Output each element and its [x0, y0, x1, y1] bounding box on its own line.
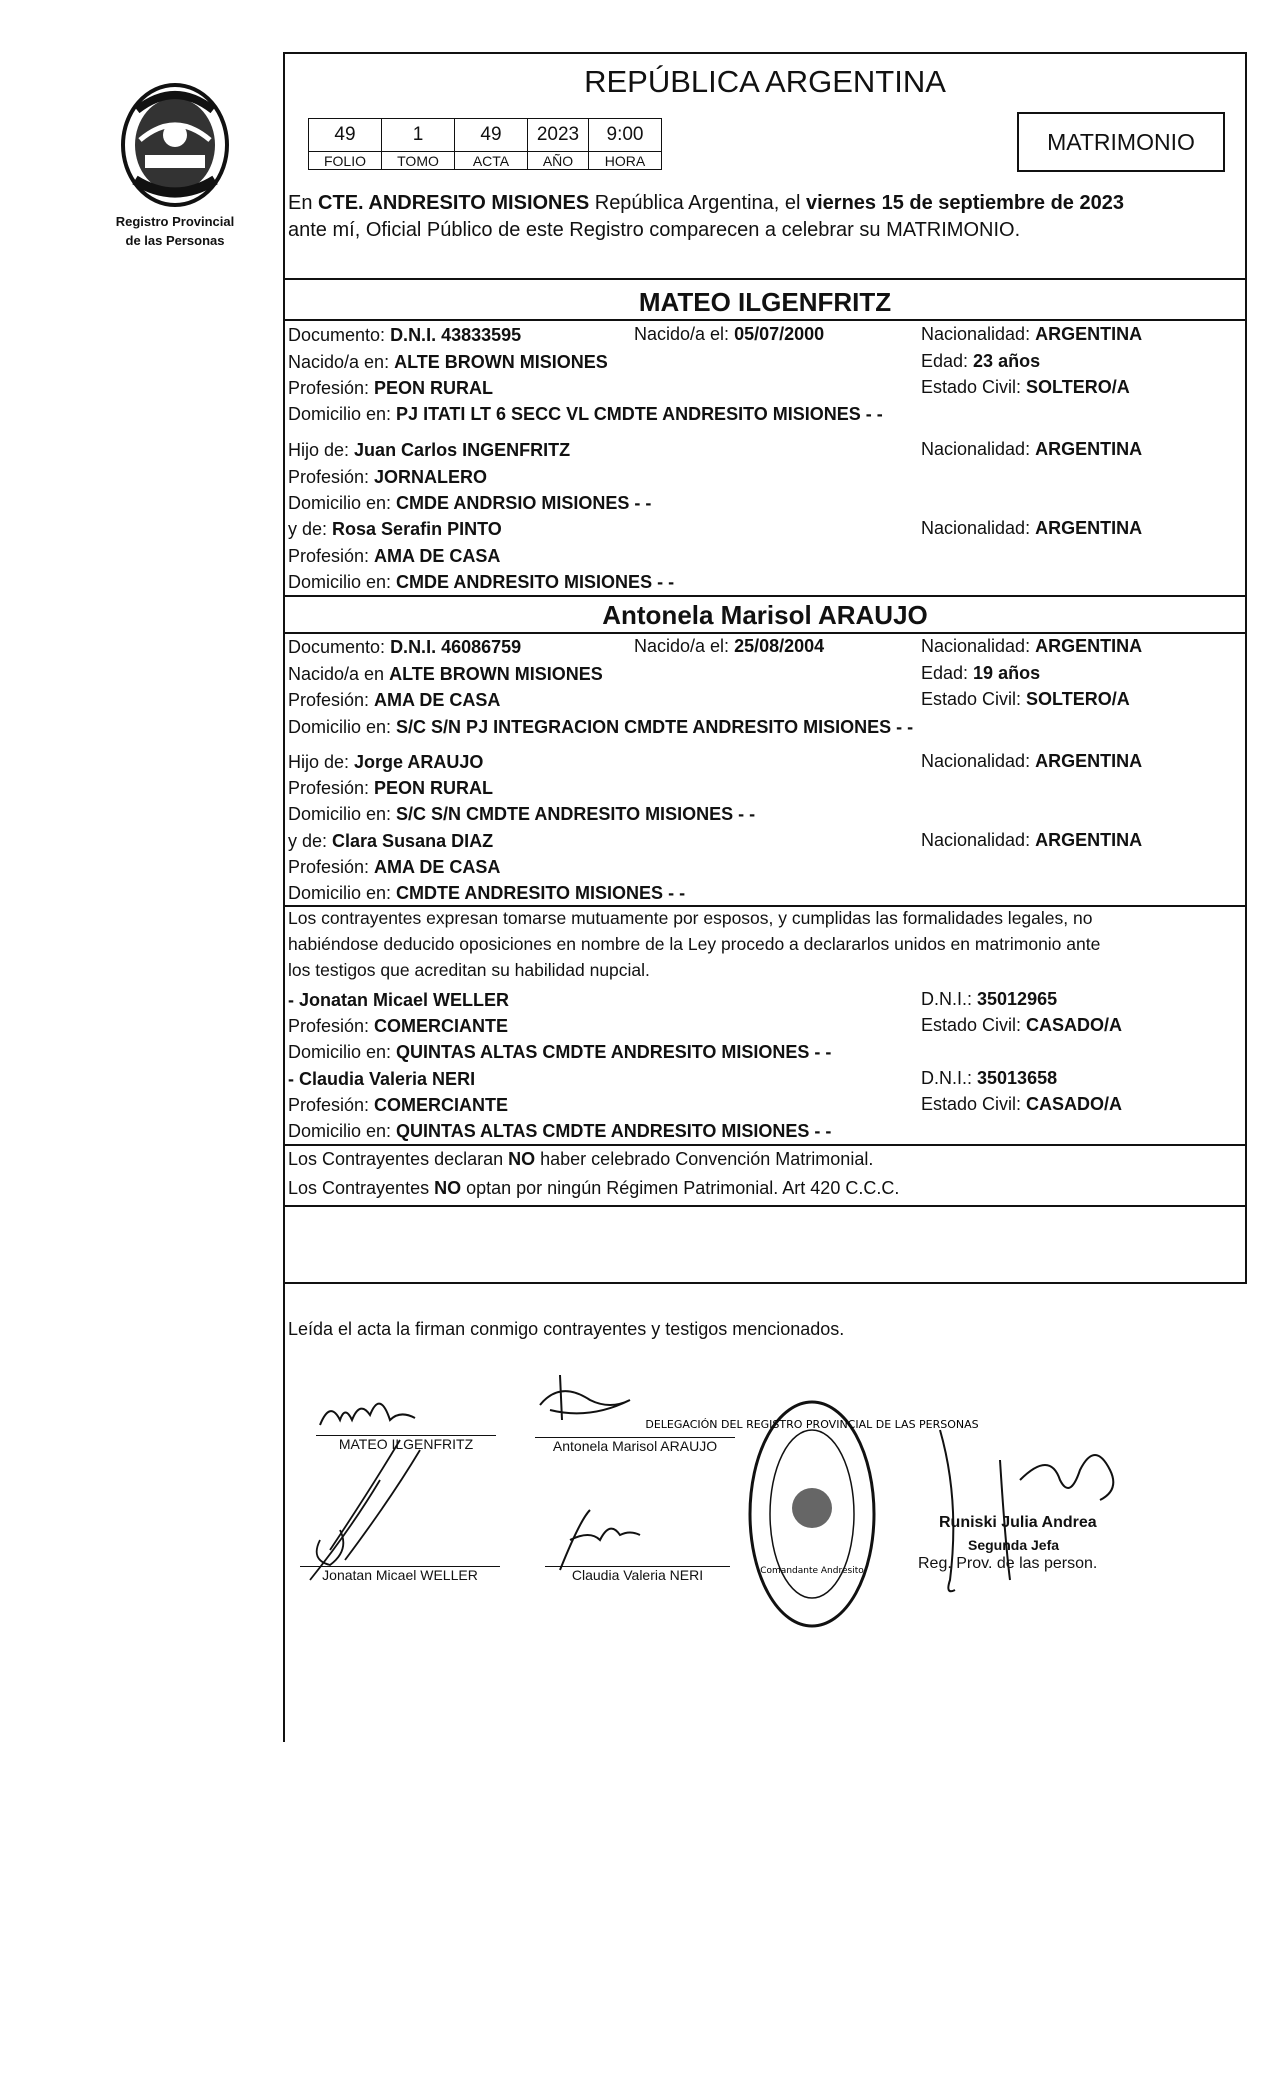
- witness2-name: - Claudia Valeria NERI: [288, 1069, 476, 1089]
- divider: [283, 595, 1247, 597]
- frame-right-border: [1245, 52, 1247, 1282]
- witness1-dni: D.N.I.: 35012965: [921, 989, 1058, 1009]
- province-seal-icon: [115, 80, 235, 210]
- bride-father-nat: Nacionalidad: ARGENTINA: [921, 751, 1143, 771]
- groom-father-addr: Domicilio en: CMDE ANDRSIO MISIONES - -: [288, 493, 652, 513]
- bride-father: Hijo de: Jorge ARAUJO: [288, 752, 484, 772]
- groom-father-nat: Nacionalidad: ARGENTINA: [921, 439, 1143, 459]
- intro-part: En: [288, 192, 319, 214]
- divider: [283, 1144, 1247, 1146]
- registry-table: [308, 118, 662, 170]
- witness2-prof: Profesión: COMERCIANTE: [288, 1095, 509, 1115]
- bride-mother-nat: Nacionalidad: ARGENTINA: [921, 830, 1143, 850]
- groom-mother: y de: Rosa Serafin PINTO: [288, 519, 502, 539]
- witness1-sign-label: Jonatan Micael WELLER: [300, 1566, 500, 1583]
- divider: [283, 319, 1247, 321]
- bride-mother-prof: Profesión: AMA DE CASA: [288, 857, 501, 877]
- intro-line2: ante mí, Oficial Público de este Registro comparecen a celebrar su MATRIMONIO.: [288, 219, 1021, 241]
- groom-name: MATEO ILGENFRITZ: [638, 287, 892, 317]
- groom-father-prof: Profesión: JORNALERO: [288, 467, 488, 487]
- logo-caption-2: de las Personas: [125, 233, 225, 248]
- groom-addr: Domicilio en: PJ ITATI LT 6 SECC VL CMDTE ANDRESITO MISIONES - -: [288, 404, 883, 424]
- groom-mother-nat: Nacionalidad: ARGENTINA: [921, 518, 1143, 538]
- seal-place: Comandante Andresito: [760, 1566, 864, 1576]
- groom-mother-addr: Domicilio en: CMDE ANDRESITO MISIONES - -: [288, 572, 675, 592]
- bride-mother: y de: Clara Susana DIAZ: [288, 831, 494, 851]
- groom-mother-prof: Profesión: AMA DE CASA: [288, 546, 501, 566]
- note-regime: Los Contrayentes NO optan por ningún Régimen Patrimonial. Art 420 C.C.C.: [288, 1178, 900, 1198]
- bride-mother-addr: Domicilio en: CMDTE ANDRESITO MISIONES - -: [288, 883, 686, 903]
- acta-label: ACTA: [455, 152, 528, 170]
- divider: [283, 1282, 1247, 1284]
- year-label: AÑO: [528, 152, 589, 170]
- intro-text: [288, 190, 1243, 244]
- registry-logo: [100, 80, 250, 248]
- groom-birthplace: Nacido/a en: ALTE BROWN MISIONES: [288, 352, 608, 372]
- acta-value: 49: [455, 119, 528, 152]
- groom-signature-icon: [290, 1380, 510, 1590]
- bride-addr: Domicilio en: S/C S/N PJ INTEGRACION CMDTE ANDRESITO MISIONES - -: [288, 717, 914, 737]
- groom-born: Nacido/a el: 05/07/2000: [634, 324, 825, 344]
- tomo-label: TOMO: [382, 152, 455, 170]
- declaration-line: Los contrayentes expresan tomarse mutuamente por esposos, y cumplidas las formalidades legales, no: [288, 908, 1093, 928]
- groom-prof: Profesión: PEON RURAL: [288, 378, 494, 398]
- seal-text: DELEGACIÓN DEL REGISTRO PROVINCIAL DE LAS PERSONAS: [645, 1418, 979, 1431]
- intro-place: CTE. ANDRESITO MISIONES: [318, 192, 590, 214]
- official-seal-icon: [645, 1398, 979, 1630]
- groom-doc: Documento: D.N.I. 43833595: [288, 325, 522, 345]
- bride-name: Antonela Marisol ARAUJO: [602, 600, 928, 630]
- intro-part: República Argentina, el: [589, 192, 806, 214]
- declaration-text: [288, 905, 1243, 983]
- bride-father-addr: Domicilio en: S/C S/N CMDTE ANDRESITO MISIONES - -: [288, 804, 756, 824]
- witness1-civil: Estado Civil: CASADO/A: [921, 1015, 1123, 1035]
- country-title: REPÚBLICA ARGENTINA: [584, 64, 946, 99]
- folio-value: 49: [309, 119, 382, 152]
- witness2-dni: D.N.I.: 35013658: [921, 1068, 1058, 1088]
- groom-sign-label: MATEO ILGENFRITZ: [316, 1435, 496, 1452]
- logo-caption-1: Registro Provincial: [115, 214, 235, 229]
- officer-org: Reg. Prov. de las person.: [918, 1555, 1098, 1572]
- bride-birthplace: Nacido/a en ALTE BROWN MISIONES: [288, 664, 603, 684]
- closing-text: Leída el acta la firman conmigo contrayentes y testigos mencionados.: [288, 1319, 845, 1339]
- witness1-prof: Profesión: COMERCIANTE: [288, 1016, 509, 1036]
- bride-father-prof: Profesión: PEON RURAL: [288, 778, 494, 798]
- witness1-name: - Jonatan Micael WELLER: [288, 990, 510, 1010]
- bride-prof: Profesión: AMA DE CASA: [288, 690, 501, 710]
- intro-date: viernes 15 de septiembre de 2023: [806, 192, 1124, 214]
- witness2-civil: Estado Civil: CASADO/A: [921, 1094, 1123, 1114]
- hour-value: 9:00: [589, 119, 662, 152]
- groom-age: Edad: 23 años: [921, 351, 1041, 371]
- witness1-addr: Domicilio en: QUINTAS ALTAS CMDTE ANDRESITO MISIONES - -: [288, 1042, 832, 1062]
- declaration-line: los testigos que acreditan su habilidad nupcial.: [288, 960, 650, 980]
- record-type-box: MATRIMONIO: [1017, 112, 1225, 172]
- bride-civil: Estado Civil: SOLTERO/A: [921, 689, 1130, 709]
- divider: [283, 278, 1247, 280]
- note-convention: Los Contrayentes declaran NO haber celebrado Convención Matrimonial.: [288, 1149, 874, 1169]
- year-value: 2023: [528, 119, 589, 152]
- groom-civil: Estado Civil: SOLTERO/A: [921, 377, 1130, 397]
- folio-label: FOLIO: [309, 152, 382, 170]
- bride-signature-icon: [530, 1370, 660, 1440]
- divider: [283, 1205, 1247, 1207]
- witness2-sign-label: Claudia Valeria NERI: [545, 1566, 730, 1583]
- bride-nat: Nacionalidad: ARGENTINA: [921, 636, 1143, 656]
- declaration-line: habiéndose deducido oposiciones en nombre de la Ley procedo a declararlos unidos en matrimonio ante: [288, 934, 1101, 954]
- bride-age: Edad: 19 años: [921, 663, 1041, 683]
- groom-father: Hijo de: Juan Carlos INGENFRITZ: [288, 440, 571, 460]
- bride-sign-label: Antonela Marisol ARAUJO: [535, 1437, 735, 1454]
- bride-born: Nacido/a el: 25/08/2004: [634, 636, 825, 656]
- officer-title: Segunda Jefa: [968, 1537, 1060, 1553]
- officer-name: Runiski Julia Andrea: [939, 1514, 1097, 1531]
- tomo-value: 1: [382, 119, 455, 152]
- bride-doc: Documento: D.N.I. 46086759: [288, 637, 522, 657]
- hour-label: HORA: [589, 152, 662, 170]
- divider: [283, 632, 1247, 634]
- groom-nat: Nacionalidad: ARGENTINA: [921, 324, 1143, 344]
- witness2-addr: Domicilio en: QUINTAS ALTAS CMDTE ANDRESITO MISIONES - -: [288, 1121, 832, 1141]
